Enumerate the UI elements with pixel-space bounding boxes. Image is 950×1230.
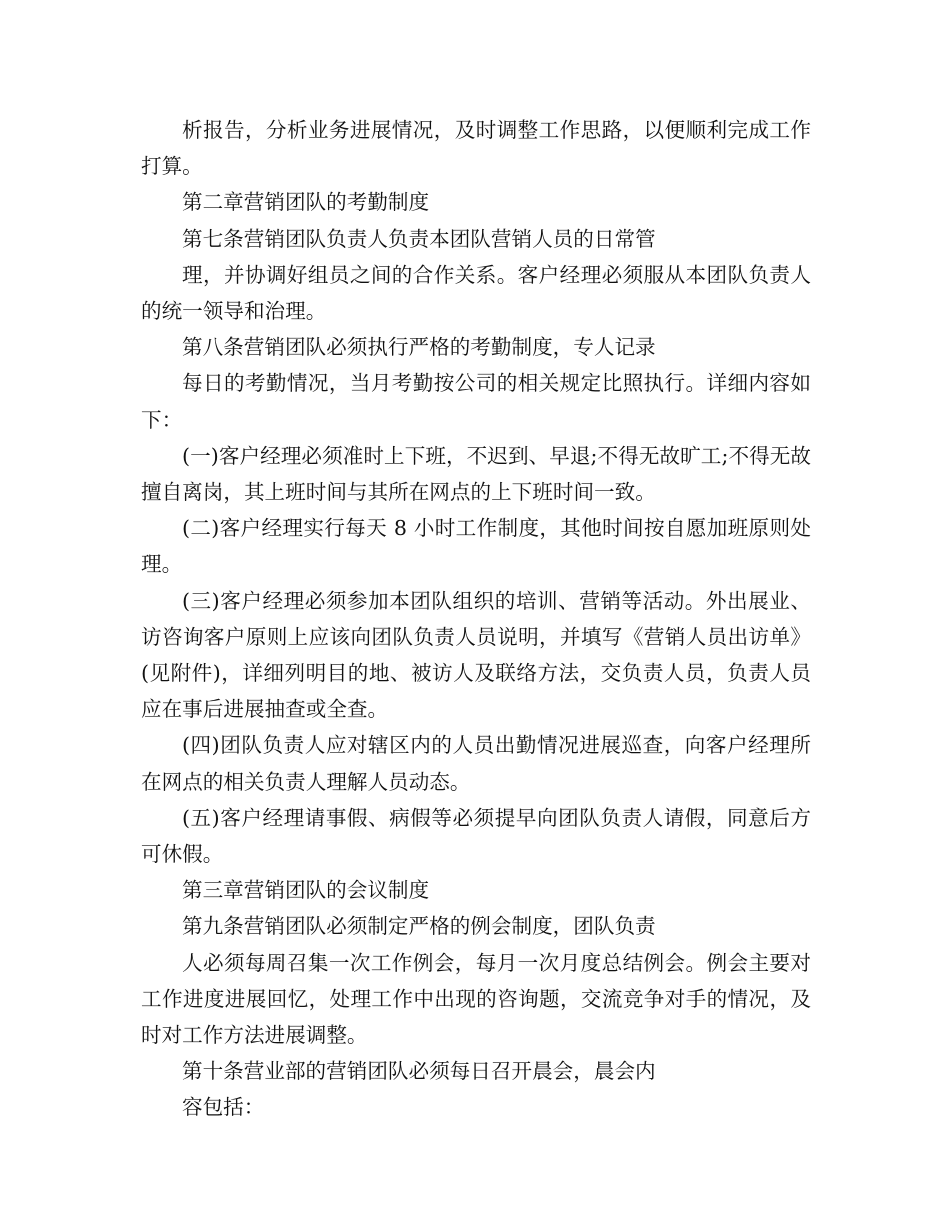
item-1: (一)客户经理必须准时上下班，不迟到、早退;不得无故旷工;不得无故擅自离岗，其上班时间与其所在网点的上下班时间一致。 [141, 443, 811, 505]
chapter-heading-3: 第三章营销团队的会议制度 [182, 878, 430, 903]
article-8-continued: 每日的考勤情况，当月考勤按公司的相关规定比照执行。详细内容如下： [141, 371, 811, 432]
item-3: (三)客户经理必须参加本团队组织的培训、营销等活动。外出展业、访咨询客户原则上应该向团队负责人员说明，并填写《营销人员出访单》(见附件)，详细列明目的地、被访人及联络方法，交负责人员，负责人员应在事后进展抽查或全查。 [141, 588, 811, 722]
item-5: (五)客户经理请事假、病假等必须提早向团队负责人请假，同意后方可休假。 [141, 805, 811, 867]
document-page [141, 112, 811, 1126]
item-2: (二)客户经理实行每天 8 小时工作制度，其他时间按自愿加班原则处理。 [141, 516, 811, 577]
item-4: (四)团队负责人应对辖区内的人员出勤情况进展巡查，向客户经理所在网点的相关负责人理解人员动态。 [141, 733, 811, 794]
article-10-continued: 容包括： [182, 1095, 265, 1120]
article-8-start: 第八条营销团队必须执行严格的考勤制度，专人记录 [182, 335, 656, 360]
paragraph-1: 析报告，分析业务进展情况，及时调整工作思路，以便顺利完成工作打算。 [141, 118, 811, 179]
chapter-heading-2: 第二章营销团队的考勤制度 [182, 190, 430, 215]
article-9-start: 第九条营销团队必须制定严格的例会制度，团队负责 [182, 914, 656, 939]
article-7-start: 第七条营销团队负责人负责本团队营销人员的日常管 [182, 226, 656, 251]
article-9-continued: 人必须每周召集一次工作例会，每月一次月度总结例会。例会主要对工作进度进展回忆，处理工作中出现的咨询题，交流竞争对手的情况，及时对工作方法进展调整。 [141, 950, 811, 1048]
article-7-continued: 理，并协调好组员之间的合作关系。客户经理必须服从本团队负责人的统一领导和治理。 [141, 262, 811, 324]
article-10-start: 第十条营业部的营销团队必须每日召开晨会，晨会内 [182, 1059, 656, 1084]
